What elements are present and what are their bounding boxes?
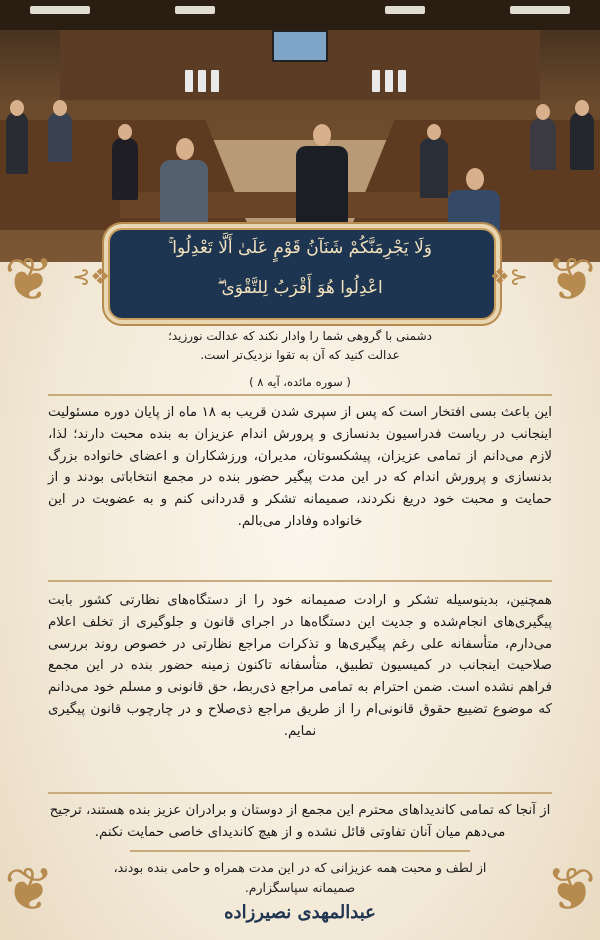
ceiling-light bbox=[510, 6, 570, 14]
flag bbox=[372, 70, 380, 92]
person-head bbox=[10, 100, 24, 116]
banner-flourish-icon: ❖⊱ bbox=[489, 265, 528, 290]
banner-flourish-icon: ⊰❖ bbox=[72, 265, 111, 290]
corner-ornament-icon: ❦ bbox=[545, 855, 596, 925]
ceiling-light bbox=[175, 6, 215, 14]
ceiling bbox=[0, 0, 600, 30]
verse-line-1: وَلَا يَجْرِمَنَّكُمْ شَنَآنُ قَوْمٍ عَلَىٰ أَلَّا تَعْدِلُوا ۚ bbox=[168, 238, 432, 258]
person-head bbox=[176, 138, 194, 160]
person bbox=[160, 160, 208, 230]
divider bbox=[130, 850, 470, 852]
ceiling-light bbox=[30, 6, 90, 14]
paragraph-gratitude: این باعث بسی افتخار است که پس از سپری شدن قریب به ۱۸ ماه از پایان دوره مسئولیت اینجانب در ریاست فدراسیون بدنسازی و پرورش اندام عزیزان به بنده محبت دارند؛ لذا، لازم می‌دانم از تمامی عزیزان، پیشکسوتان، مدیران، ورزشکاران و اعضای خانواده بزرگ بدنسازی و پرورش اندام که در این مدت پیگیر حضور بنده در مجمع انتخاباتی بودند و از حمایت و محبت خود دریغ نکردند، صمیمانه تشکر و قدردانی کنم و به عضویت در این خانواده وفادار می‌بالم. bbox=[48, 405, 552, 529]
signature: عبدالمهدی نصیرزاده bbox=[224, 902, 376, 923]
corner-ornament-icon: ❦ bbox=[4, 855, 55, 925]
flag bbox=[198, 70, 206, 92]
person bbox=[112, 138, 138, 200]
person bbox=[420, 138, 448, 198]
translation-line-2: عدالت کنید که آن به تقوا نزدیک‌تر است. bbox=[200, 348, 400, 362]
divider bbox=[48, 792, 552, 794]
closing-line-2: صمیمانه سپاسگزارم. bbox=[244, 880, 356, 895]
person bbox=[296, 146, 348, 226]
corner-ornament-icon: ❦ bbox=[545, 245, 596, 315]
paragraph-oversight: همچنین، بدینوسیله تشکر و ارادت صمیمانه خود را از دستگاه‌های نظارتی کشور بابت پیگیری‌های انجام‌شده و جدیت این دستگاه‌ها در اجرای قانون و جلوگیری از تخلف اعلام می‌دارم، متأسفانه علی رغم پیگیری‌ها و تذکرات مراجع نظارتی در خصوص روند بررسی صلاحیت اینجانب در کمیسیون تطبیق، متأسفانه تاکنون زمینه حضور بنده در این مجمع فراهم نشده است. ضمن احترام به تمامی مراجع ذی‌ربط، حق قانونی و مسلم خود می‌دانم که موضوع تضییع حقوق قانونی‌ام را از طریق مراجع ذی‌صلاح و در چارچوب قانون پیگیری نمایم. bbox=[48, 593, 552, 739]
meeting-hall-photo bbox=[0, 0, 600, 262]
flag bbox=[185, 70, 193, 92]
translation-line-1: دشمنی با گروهی شما را وادار نکند که عدالت نورزید؛ bbox=[168, 329, 432, 343]
person-head bbox=[536, 104, 550, 120]
person-head bbox=[466, 168, 484, 190]
corner-ornament-icon: ❦ bbox=[4, 245, 55, 315]
person bbox=[48, 112, 72, 162]
divider bbox=[48, 580, 552, 582]
person-head bbox=[575, 100, 589, 116]
person-head bbox=[118, 124, 132, 140]
person-head bbox=[53, 100, 67, 116]
paragraph-neutrality: از آنجا که تمامی کاندیداهای محترم این مجمع از دوستان و برادران عزیز بنده هستند، ترجیح می‌دهم میان آنان تفاوتی قائل نشده و از هیچ کاندیدای خاصی حمایت نکنم. bbox=[49, 803, 551, 840]
divider bbox=[48, 394, 552, 396]
display-screen bbox=[272, 30, 328, 62]
verse-reference: ( سوره مائده، آیه ۸ ) bbox=[249, 375, 351, 389]
closing-line-1: از لطف و محبت همه عزیزانی که در این مدت همراه و حامی بنده بودند، bbox=[113, 860, 487, 875]
person bbox=[570, 112, 594, 170]
person-head bbox=[427, 124, 441, 140]
person-head bbox=[313, 124, 331, 146]
flag bbox=[385, 70, 393, 92]
person bbox=[530, 118, 556, 170]
person bbox=[6, 112, 28, 174]
flag bbox=[398, 70, 406, 92]
ceiling-light bbox=[385, 6, 425, 14]
flag bbox=[211, 70, 219, 92]
verse-line-2: اعْدِلُوا هُوَ أَقْرَبُ لِلتَّقْوَىٰ ۖ bbox=[217, 278, 383, 298]
